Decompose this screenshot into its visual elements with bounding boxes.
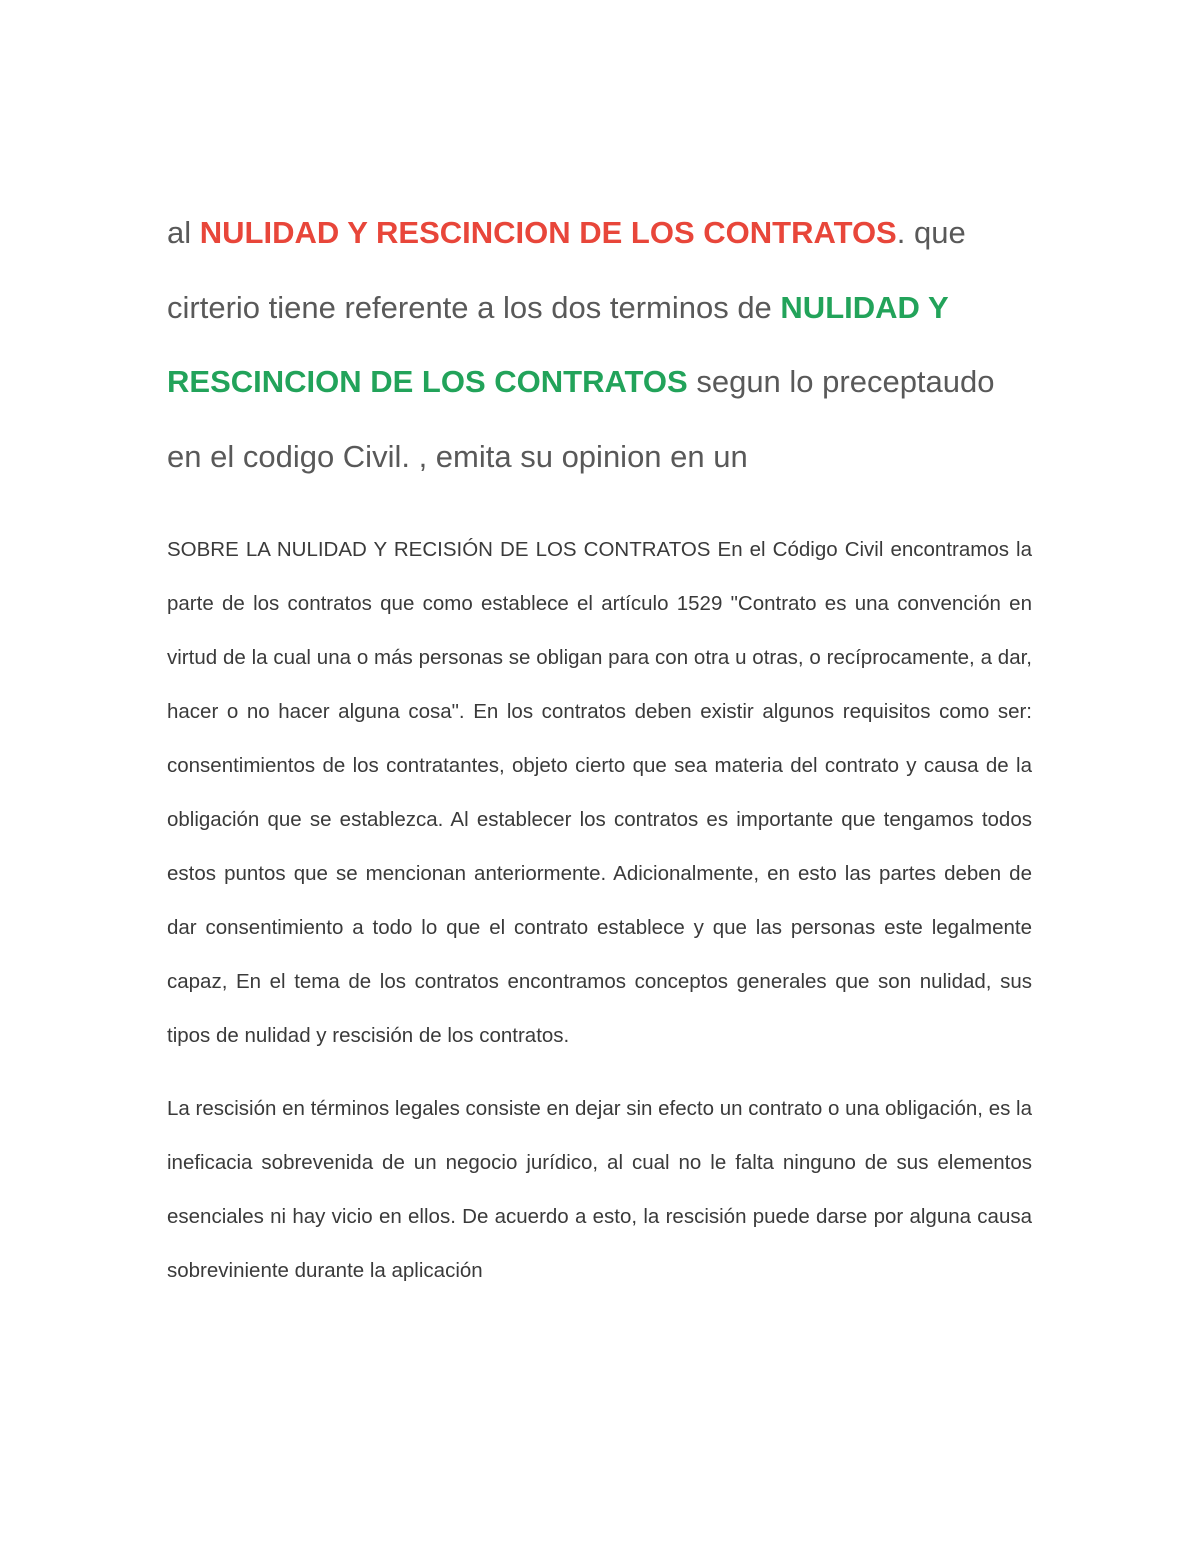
heading-text-part2: . que cirterio tiene referente a los dos terminos de <box>167 215 966 325</box>
body-paragraph-1: SOBRE LA NULIDAD Y RECISIÓN DE LOS CONTRATOS En el Código Civil encontramos la parte de los contratos que como establece el artículo 1529 "Contrato es una convención en virtud de la cual una o más personas se obligan para con otra u otras, o recíprocamente, a dar, hacer o no hacer alguna cosa". En los contratos deben existir algunos requisitos como ser: consentimientos de los contratantes, objeto cierto que sea materia del contrato y causa de la obligación que se establezca. Al establecer los contratos es importante que tengamos todos estos puntos que se mencionan anteriormente. Adicionalmente, en esto las partes deben de dar consentimiento a todo lo que el contrato establece y que las personas este legalmente capaz, En el tema de los contratos encontramos conceptos generales que son nulidad, sus tipos de nulidad y rescisión de los contratos. <box>167 538 1032 1047</box>
document-page <box>167 196 1032 1298</box>
heading-text-part1: al <box>167 215 200 250</box>
question-heading <box>167 196 1032 494</box>
heading-text-part3: segun lo preceptaudo en el codigo Civil. , emita su opinion en un <box>167 364 995 474</box>
body-paragraph-2: La rescisión en términos legales consiste en dejar sin efecto un contrato o una obligación, es la ineficacia sobrevenida de un negocio jurídico, al cual no le falta ninguno de sus elementos esenciales ni hay vicio en ellos. De acuerdo a esto, la rescisión puede darse por alguna causa sobreviniente durante la aplicación <box>167 1097 1032 1282</box>
heading-highlight-green: NULIDAD Y RESCINCION DE LOS CONTRATOS <box>167 289 949 399</box>
heading-highlight-red: NULIDAD Y RESCINCION DE LOS CONTRATOS <box>199 215 897 250</box>
